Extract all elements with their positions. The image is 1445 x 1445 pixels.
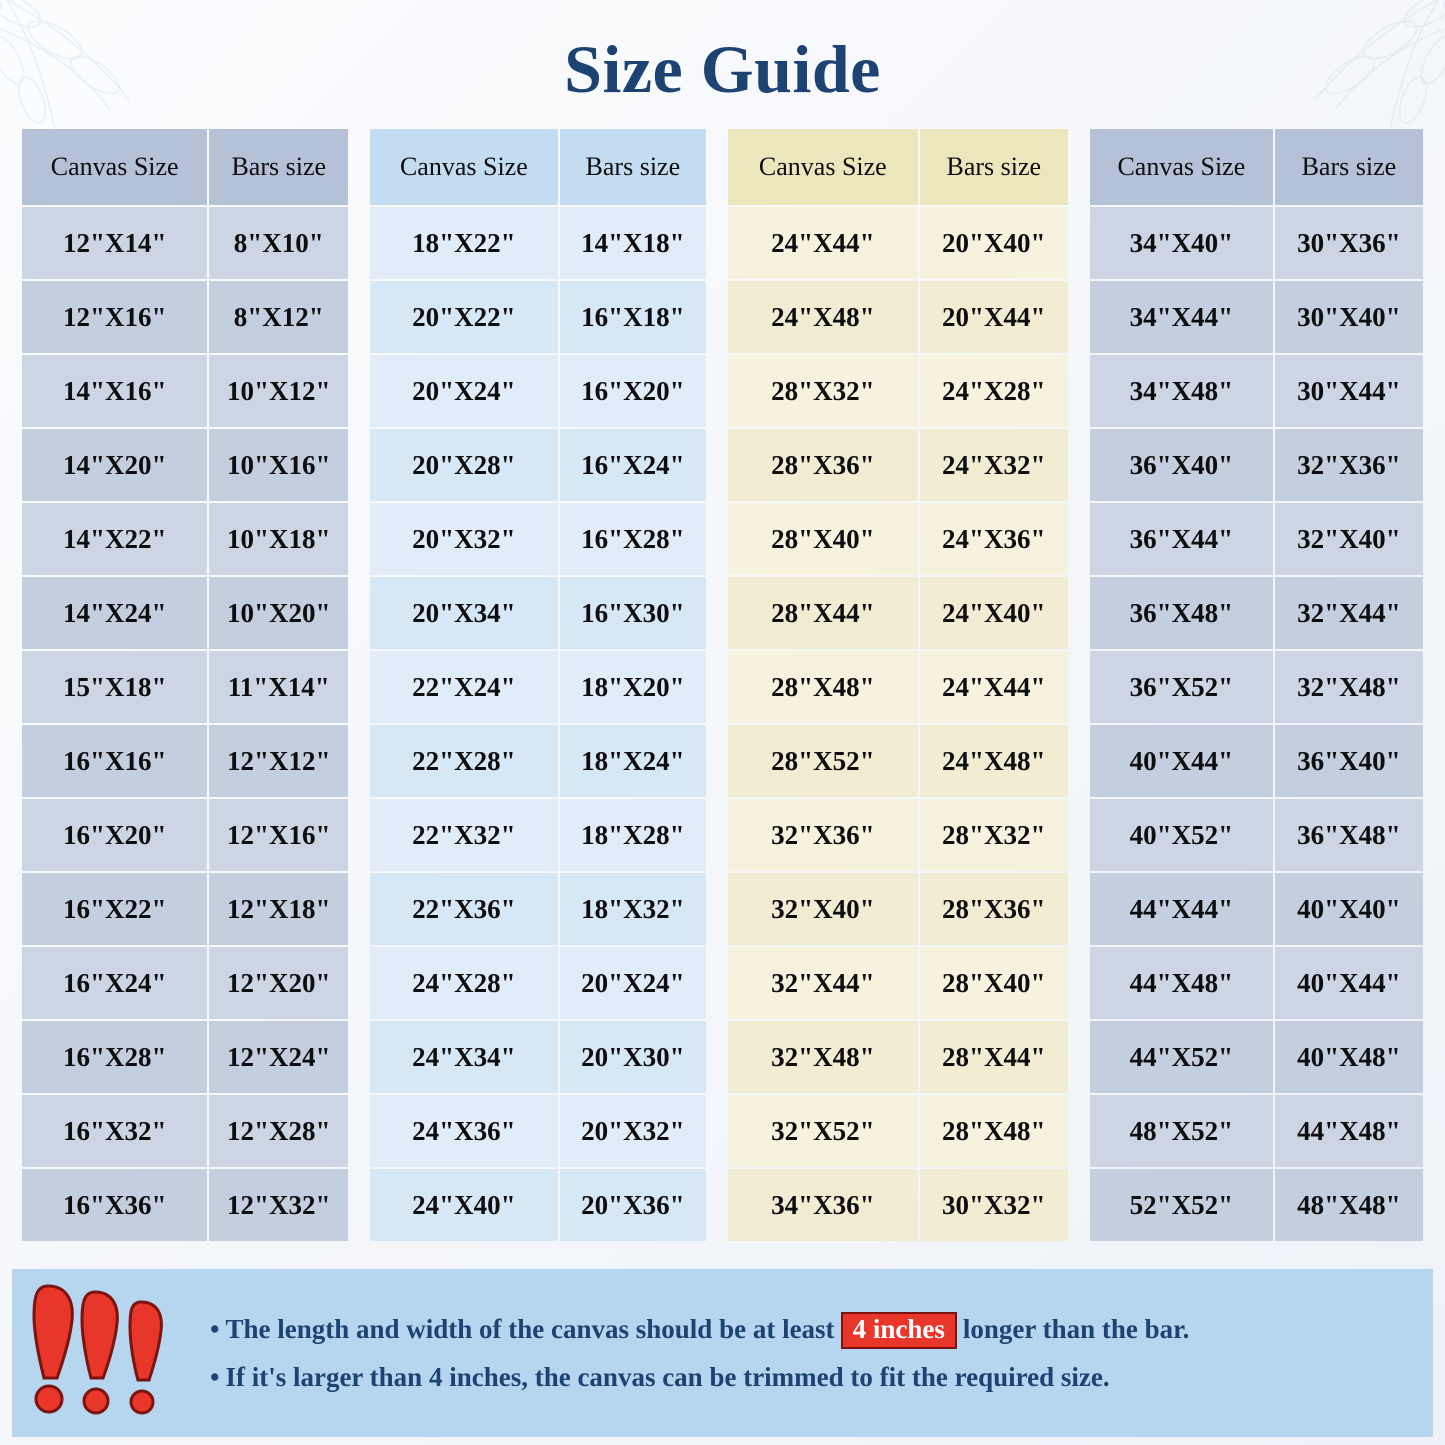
table-row [728, 947, 1068, 1019]
cell-canvas-size: 28"X48" [728, 651, 918, 723]
cell-bars-size: 16"X18" [560, 281, 706, 353]
highlight-4-inches: 4 inches [841, 1312, 957, 1348]
table-row [22, 503, 348, 575]
cell-bars-size: 20"X40" [920, 207, 1068, 279]
cell-bars-size: 24"X48" [920, 725, 1068, 797]
table-body-group-4 [1090, 207, 1423, 1241]
cell-bars-size: 32"X40" [1275, 503, 1423, 575]
cell-bars-size: 12"X32" [209, 1169, 348, 1241]
column-header-bars-size: Bars size [209, 129, 348, 205]
cell-bars-size: 24"X44" [920, 651, 1068, 723]
table-row [1090, 429, 1423, 501]
table-row [22, 577, 348, 649]
cell-bars-size: 40"X44" [1275, 947, 1423, 1019]
table-row [728, 1021, 1068, 1093]
cell-canvas-size: 52"X52" [1090, 1169, 1273, 1241]
cell-bars-size: 18"X28" [560, 799, 706, 871]
cell-canvas-size: 16"X24" [22, 947, 207, 1019]
table-row [22, 1021, 348, 1093]
cell-canvas-size: 14"X20" [22, 429, 207, 501]
cell-canvas-size: 44"X48" [1090, 947, 1273, 1019]
cell-bars-size: 32"X48" [1275, 651, 1423, 723]
table-row [370, 1169, 706, 1241]
cell-bars-size: 30"X36" [1275, 207, 1423, 279]
table-header-row [22, 129, 348, 205]
table-row [1090, 725, 1423, 797]
cell-canvas-size: 18"X22" [370, 207, 558, 279]
table-row [370, 651, 706, 723]
table-header-row [370, 129, 706, 205]
table-row [370, 1021, 706, 1093]
size-table-group-3 [726, 127, 1070, 1243]
table-row [728, 281, 1068, 353]
cell-bars-size: 12"X12" [209, 725, 348, 797]
cell-canvas-size: 20"X32" [370, 503, 558, 575]
table-header-row [1090, 129, 1423, 205]
table-row [22, 873, 348, 945]
cell-bars-size: 24"X36" [920, 503, 1068, 575]
table-row [728, 503, 1068, 575]
cell-canvas-size: 34"X44" [1090, 281, 1273, 353]
cell-canvas-size: 14"X16" [22, 355, 207, 427]
table-row [370, 947, 706, 1019]
note-line-1 [210, 1312, 1419, 1348]
column-header-canvas-size: Canvas Size [1090, 129, 1273, 205]
cell-canvas-size: 32"X40" [728, 873, 918, 945]
cell-bars-size: 16"X28" [560, 503, 706, 575]
table-row [22, 355, 348, 427]
cell-bars-size: 12"X28" [209, 1095, 348, 1167]
table-row [370, 799, 706, 871]
table-body-group-2 [370, 207, 706, 1241]
cell-canvas-size: 44"X52" [1090, 1021, 1273, 1093]
cell-bars-size: 24"X28" [920, 355, 1068, 427]
notes-text-block [210, 1312, 1419, 1393]
cell-canvas-size: 28"X44" [728, 577, 918, 649]
cell-canvas-size: 14"X22" [22, 503, 207, 575]
cell-bars-size: 12"X18" [209, 873, 348, 945]
cell-bars-size: 48"X48" [1275, 1169, 1423, 1241]
cell-bars-size: 40"X48" [1275, 1021, 1423, 1093]
table-row [1090, 503, 1423, 575]
cell-canvas-size: 20"X24" [370, 355, 558, 427]
cell-bars-size: 28"X48" [920, 1095, 1068, 1167]
cell-bars-size: 18"X32" [560, 873, 706, 945]
table-row [22, 725, 348, 797]
column-header-canvas-size: Canvas Size [728, 129, 918, 205]
cell-canvas-size: 32"X36" [728, 799, 918, 871]
note-1-after: longer than the bar. [962, 1314, 1190, 1345]
cell-bars-size: 24"X32" [920, 429, 1068, 501]
column-header-canvas-size: Canvas Size [370, 129, 558, 205]
size-tables-container [0, 127, 1445, 1243]
table-row [1090, 1169, 1423, 1241]
cell-bars-size: 8"X10" [209, 207, 348, 279]
cell-canvas-size: 44"X44" [1090, 873, 1273, 945]
size-table-group-2 [368, 127, 708, 1243]
cell-canvas-size: 24"X44" [728, 207, 918, 279]
cell-canvas-size: 48"X52" [1090, 1095, 1273, 1167]
cell-canvas-size: 20"X28" [370, 429, 558, 501]
table-row [728, 651, 1068, 723]
cell-bars-size: 11"X14" [209, 651, 348, 723]
cell-canvas-size: 24"X28" [370, 947, 558, 1019]
cell-bars-size: 16"X30" [560, 577, 706, 649]
table-row [370, 1095, 706, 1167]
size-table-group-4 [1088, 127, 1425, 1243]
page-title: Size Guide [564, 31, 881, 107]
cell-bars-size: 32"X44" [1275, 577, 1423, 649]
exclamation-icon [26, 1278, 204, 1428]
cell-canvas-size: 28"X32" [728, 355, 918, 427]
cell-bars-size: 28"X36" [920, 873, 1068, 945]
cell-canvas-size: 28"X52" [728, 725, 918, 797]
cell-canvas-size: 32"X48" [728, 1021, 918, 1093]
cell-bars-size: 20"X36" [560, 1169, 706, 1241]
table-row [22, 429, 348, 501]
bullet-icon: • [210, 1361, 220, 1392]
column-header-canvas-size: Canvas Size [22, 129, 207, 205]
table-row [1090, 207, 1423, 279]
table-row [1090, 873, 1423, 945]
cell-bars-size: 12"X24" [209, 1021, 348, 1093]
table-row [22, 799, 348, 871]
cell-canvas-size: 34"X48" [1090, 355, 1273, 427]
table-header-row [728, 129, 1068, 205]
cell-canvas-size: 12"X14" [22, 207, 207, 279]
table-row [22, 281, 348, 353]
cell-canvas-size: 36"X44" [1090, 503, 1273, 575]
cell-canvas-size: 24"X34" [370, 1021, 558, 1093]
cell-canvas-size: 22"X28" [370, 725, 558, 797]
size-table-group-1 [20, 127, 350, 1243]
table-row [370, 577, 706, 649]
cell-canvas-size: 32"X52" [728, 1095, 918, 1167]
column-header-bars-size: Bars size [560, 129, 706, 205]
table-row [370, 207, 706, 279]
cell-canvas-size: 36"X52" [1090, 651, 1273, 723]
cell-canvas-size: 16"X32" [22, 1095, 207, 1167]
cell-bars-size: 16"X24" [560, 429, 706, 501]
cell-canvas-size: 16"X16" [22, 725, 207, 797]
cell-bars-size: 14"X18" [560, 207, 706, 279]
notes-banner [12, 1269, 1433, 1437]
cell-bars-size: 28"X32" [920, 799, 1068, 871]
column-header-bars-size: Bars size [1275, 129, 1423, 205]
cell-bars-size: 24"X40" [920, 577, 1068, 649]
cell-canvas-size: 14"X24" [22, 577, 207, 649]
cell-bars-size: 10"X20" [209, 577, 348, 649]
cell-canvas-size: 24"X36" [370, 1095, 558, 1167]
cell-bars-size: 30"X40" [1275, 281, 1423, 353]
cell-bars-size: 32"X36" [1275, 429, 1423, 501]
table-row [22, 1169, 348, 1241]
cell-canvas-size: 32"X44" [728, 947, 918, 1019]
cell-bars-size: 30"X32" [920, 1169, 1068, 1241]
table-row [728, 1169, 1068, 1241]
table-row [22, 651, 348, 723]
table-row [370, 355, 706, 427]
cell-bars-size: 28"X40" [920, 947, 1068, 1019]
cell-canvas-size: 15"X18" [22, 651, 207, 723]
table-row [728, 1095, 1068, 1167]
note-2-text: If it's larger than 4 inches, the canvas can be trimmed to fit the required size. [225, 1361, 1110, 1392]
table-row [1090, 651, 1423, 723]
cell-bars-size: 20"X32" [560, 1095, 706, 1167]
cell-canvas-size: 40"X44" [1090, 725, 1273, 797]
cell-canvas-size: 22"X24" [370, 651, 558, 723]
table-row [1090, 1021, 1423, 1093]
cell-canvas-size: 34"X36" [728, 1169, 918, 1241]
table-row [728, 355, 1068, 427]
table-row [22, 1095, 348, 1167]
table-row [728, 429, 1068, 501]
cell-canvas-size: 28"X40" [728, 503, 918, 575]
table-row [1090, 355, 1423, 427]
cell-canvas-size: 16"X20" [22, 799, 207, 871]
cell-bars-size: 8"X12" [209, 281, 348, 353]
table-row [370, 873, 706, 945]
cell-bars-size: 20"X24" [560, 947, 706, 1019]
table-row [1090, 1095, 1423, 1167]
table-row [370, 725, 706, 797]
table-row [1090, 947, 1423, 1019]
table-row [370, 281, 706, 353]
table-body-group-1 [22, 207, 348, 1241]
exclamation-marks-group [26, 1278, 204, 1428]
cell-canvas-size: 36"X40" [1090, 429, 1273, 501]
cell-bars-size: 36"X48" [1275, 799, 1423, 871]
cell-canvas-size: 12"X16" [22, 281, 207, 353]
cell-bars-size: 20"X44" [920, 281, 1068, 353]
table-row [728, 207, 1068, 279]
table-row [728, 873, 1068, 945]
table-row [1090, 577, 1423, 649]
table-row [728, 725, 1068, 797]
column-header-bars-size: Bars size [920, 129, 1068, 205]
cell-canvas-size: 16"X22" [22, 873, 207, 945]
note-1-before: The length and width of the canvas should be at least [225, 1314, 835, 1345]
cell-bars-size: 10"X18" [209, 503, 348, 575]
cell-bars-size: 10"X12" [209, 355, 348, 427]
table-row [728, 577, 1068, 649]
table-row [22, 207, 348, 279]
cell-bars-size: 20"X30" [560, 1021, 706, 1093]
cell-bars-size: 12"X16" [209, 799, 348, 871]
cell-canvas-size: 20"X22" [370, 281, 558, 353]
cell-canvas-size: 36"X48" [1090, 577, 1273, 649]
cell-bars-size: 28"X44" [920, 1021, 1068, 1093]
cell-bars-size: 12"X20" [209, 947, 348, 1019]
note-line-2 [210, 1361, 1419, 1394]
table-row [370, 503, 706, 575]
cell-canvas-size: 24"X40" [370, 1169, 558, 1241]
table-row [370, 429, 706, 501]
bullet-icon: • [210, 1314, 220, 1345]
cell-canvas-size: 22"X36" [370, 873, 558, 945]
cell-canvas-size: 40"X52" [1090, 799, 1273, 871]
cell-bars-size: 30"X44" [1275, 355, 1423, 427]
cell-canvas-size: 22"X32" [370, 799, 558, 871]
cell-canvas-size: 28"X36" [728, 429, 918, 501]
cell-bars-size: 16"X20" [560, 355, 706, 427]
cell-bars-size: 36"X40" [1275, 725, 1423, 797]
cell-canvas-size: 16"X28" [22, 1021, 207, 1093]
table-row [22, 947, 348, 1019]
cell-bars-size: 10"X16" [209, 429, 348, 501]
cell-bars-size: 44"X48" [1275, 1095, 1423, 1167]
table-body-group-3 [728, 207, 1068, 1241]
table-row [728, 799, 1068, 871]
cell-canvas-size: 24"X48" [728, 281, 918, 353]
cell-bars-size: 40"X40" [1275, 873, 1423, 945]
cell-canvas-size: 20"X34" [370, 577, 558, 649]
cell-canvas-size: 34"X40" [1090, 207, 1273, 279]
cell-canvas-size: 16"X36" [22, 1169, 207, 1241]
table-row [1090, 281, 1423, 353]
cell-bars-size: 18"X20" [560, 651, 706, 723]
table-row [1090, 799, 1423, 871]
cell-bars-size: 18"X24" [560, 725, 706, 797]
